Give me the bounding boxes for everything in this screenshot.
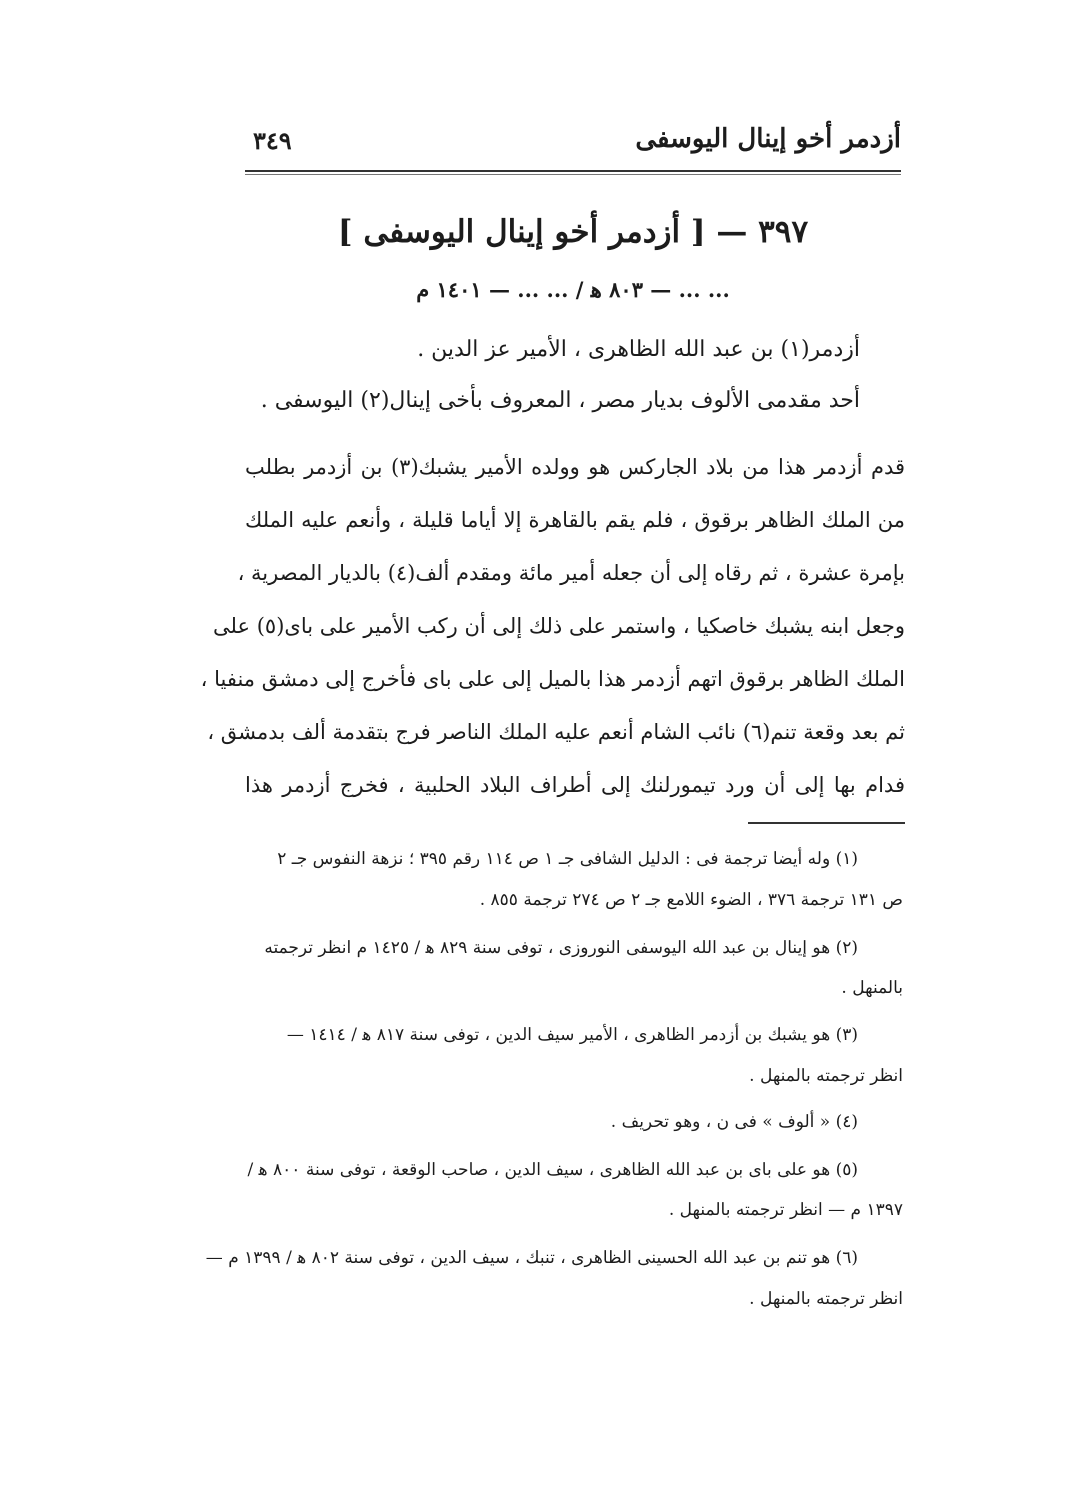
page-header [243, 118, 901, 170]
footnote-2: (٢) هو إينال بن عبد الله اليوسفى النوروزى ، توفى سنة ٨٢٩ ﻫ / ١٤٢٥ م انظر ترجمته [264, 938, 858, 958]
footnote-1-cont: ص ١٣١ ترجمة ٣٧٦ ، الضوء اللامع جـ ٢ ص ٢٧٤ ترجمة ٨٥٥ . [479, 890, 903, 910]
footnote-2-cont: بالمنهل . [841, 978, 903, 998]
header-rule-thin [245, 174, 901, 175]
body-line: من الملك الظاهر برقوق ، فلم يقم بالقاهرة إلا أياما قليلة ، وأنعم عليه الملك [245, 508, 905, 532]
body-line: بإمرة عشرة ، ثم رقاه إلى أن جعله أمير مائة ومقدم ألف(٤) بالديار المصرية ، [237, 561, 905, 585]
body-line: فدام بها إلى أن ورد تيمورلنك إلى أطراف البلاد الحلبية ، فخرج أزدمر هذا [245, 773, 905, 797]
body-line: الملك الظاهر برقوق اتهم أزدمر هذا بالميل إلى على باى فأخرج إلى دمشق منفيا ، [200, 667, 905, 691]
footnote-6-cont: انظر ترجمته بالمنهل . [749, 1289, 903, 1309]
footnote-3-cont: انظر ترجمته بالمنهل . [749, 1066, 903, 1086]
footnote-3: (٣) هو يشبك بن أزدمر الظاهرى ، الأمير سيف الدين ، توفى سنة ٨١٧ ﻫ / ١٤١٤ — [286, 1025, 858, 1045]
footnote-rule [748, 822, 905, 824]
intro-line: أزدمر(١) بن عبد الله الظاهرى ، الأمير عز الدين . [417, 337, 860, 362]
footnote-4: (٤) « ألوف » فى ن ، وهو تحريف . [610, 1112, 858, 1132]
body-line: ثم بعد وقعة تنم(٦) نائب الشام أنعم عليه الملك الناصر فرج بتقدمة ألف بدمشق ، [207, 720, 905, 744]
footnote-5-cont: ١٣٩٧ م — انظر ترجمته بالمنهل . [668, 1200, 903, 1220]
header-rule [245, 170, 901, 172]
footnote-5: (٥) هو على باى بن عبد الله الظاهرى ، سيف الدين ، صاحب الوقعة ، توفى سنة ٨٠٠ ﻫ / [247, 1160, 858, 1180]
entry-title: ٣٩٧ — [ أزدمر أخو إينال اليوسفى ] [337, 214, 809, 250]
entry-dates: ... ... — ٨٠٣ ﻫ / ... ... — ١٤٠١ م [416, 277, 730, 302]
footnote-1: (١) وله أيضا ترجمة فى : الدليل الشافى جـ ١ ص ١١٤ رقم ٣٩٥ ؛ نزهة النفوس جـ ٢ [277, 849, 858, 869]
running-title: أزدمر أخو إينال اليوسفى [635, 124, 901, 154]
page-number: ٣٤٩ [253, 126, 292, 155]
intro-line: أحد مقدمى الألوف بديار مصر ، المعروف بأخى إينال(٢) اليوسفى . [260, 388, 860, 413]
body-line: قدم أزدمر هذا من بلاد الجاركس هو وولده الأمير يشبك(٣) بن أزدمر بطلب [245, 455, 906, 479]
footnote-6: (٦) هو تنم بن عبد الله الحسينى الظاهرى ، تنبك ، سيف الدين ، توفى سنة ٨٠٢ ﻫ / ١٣٩٩ م — [205, 1248, 858, 1268]
body-line: وجعل ابنه يشبك خاصكيا ، واستمر على ذلك إلى أن ركب الأمير على باى(٥) على [213, 614, 905, 638]
